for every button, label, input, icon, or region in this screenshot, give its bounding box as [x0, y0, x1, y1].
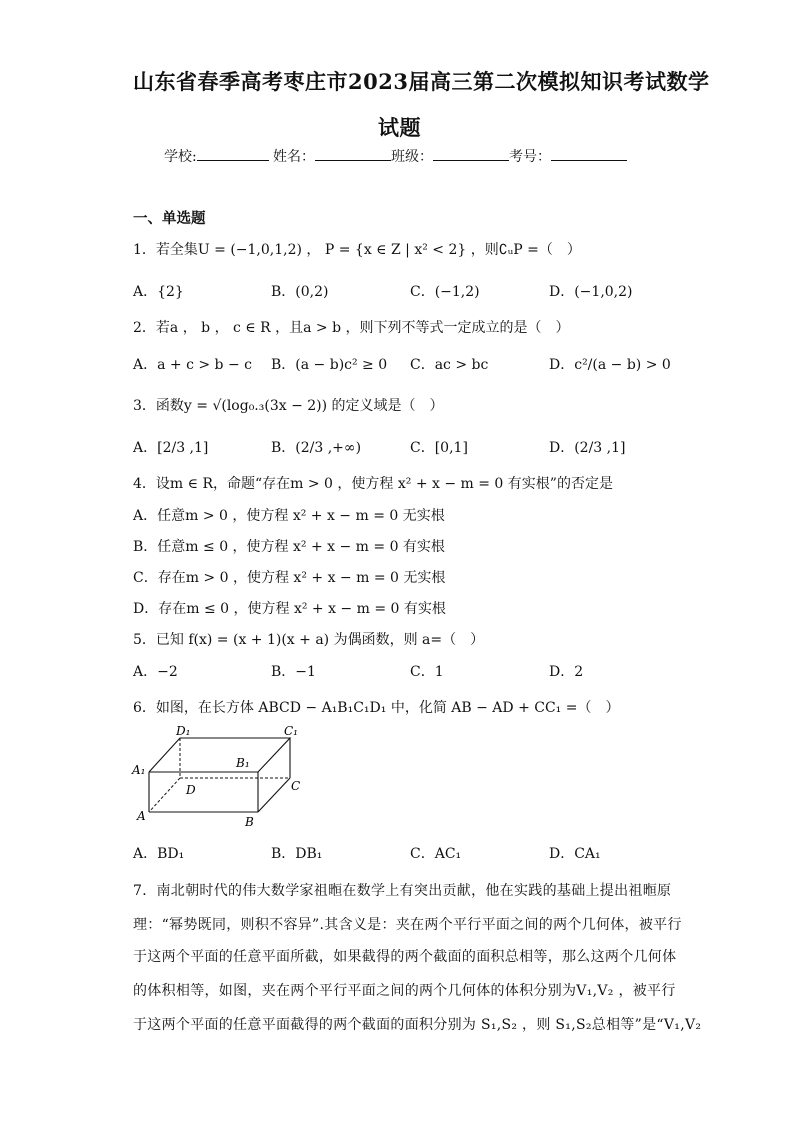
- question-6-option-b[interactable]: B．DB₁: [271, 846, 323, 862]
- label-a1: A₁: [132, 763, 146, 777]
- class-label: 班级：: [391, 149, 433, 165]
- exam-number-field[interactable]: [509, 146, 627, 166]
- question-6-option-c[interactable]: C．AC₁: [410, 846, 462, 862]
- label-c1: C₁: [284, 724, 298, 738]
- label-c: C: [291, 779, 301, 793]
- question-6-stem: 6．如图，在长方体 ABCD − A₁B₁C₁D₁ 中，化简 AB − AD + CC₁ =（ ）: [133, 700, 620, 716]
- question-2-option-c[interactable]: C．ac > bc: [410, 357, 489, 373]
- page-title: 山东省春季高考枣庄市2023届高三第二次模拟知识考试数学: [133, 69, 710, 94]
- question-4-option-b[interactable]: B．任意m ≤ 0 ，使方程 x² + x − m = 0 有实根: [133, 539, 445, 555]
- edge-d-a: [149, 778, 180, 812]
- question-1-option-a[interactable]: A．{2}: [133, 284, 184, 300]
- question-1-stem: 1．若全集U = (−1,0,1,2) ， P = {x ∈ Z | x² < 2} ，则∁ᵤP =（ ）: [133, 242, 581, 258]
- question-4-stem: 4．设m ∈ R，命题“存在m > 0 ，使方程 x² + x − m = 0 有实根”的否定是: [133, 476, 613, 492]
- page-title-cont: 试题: [378, 115, 421, 140]
- question-5-option-b[interactable]: B．−1: [271, 664, 316, 680]
- cuboid-figure: [130, 722, 310, 834]
- top-face: [149, 738, 290, 772]
- question-2-option-a[interactable]: A．a + c > b − c: [133, 357, 252, 373]
- question-4-option-a[interactable]: A．任意m > 0 ，使方程 x² + x − m = 0 无实根: [133, 508, 445, 524]
- label-b1: B₁: [236, 756, 250, 770]
- name-label: 姓名：: [273, 149, 315, 165]
- class-field[interactable]: [391, 146, 509, 166]
- edge-b-c: [258, 778, 290, 812]
- label-d1: D₁: [176, 724, 191, 738]
- question-2-option-b[interactable]: B．(a − b)c² ≥ 0: [271, 357, 388, 373]
- question-7-line-2: 理：“幂势既同，则积不容异”.其含义是：夹在两个平行平面之间的两个几何体，被平行: [133, 917, 682, 933]
- question-2-option-d[interactable]: D．c²/(a − b) > 0: [549, 357, 671, 373]
- question-3-stem: 3．函数y = √(log₀.₃(3x − 2)) 的定义域是（ ）: [133, 398, 444, 414]
- question-3-option-c[interactable]: C．[0,1]: [410, 440, 468, 456]
- question-1-option-d[interactable]: D．(−1,0,2): [549, 284, 633, 300]
- question-1-option-b[interactable]: B．(0,2): [271, 284, 329, 300]
- question-7-line-1: 7．南北朝时代的伟大数学家祖暅在数学上有突出贡献，他在实践的基础上提出祖暅原: [133, 883, 672, 899]
- question-6-option-d[interactable]: D．CA₁: [549, 846, 601, 862]
- school-label: 学校:: [164, 149, 197, 165]
- question-5-option-a[interactable]: A．−2: [133, 664, 178, 680]
- question-5-option-c[interactable]: C．1: [410, 664, 444, 680]
- exam-number-label: 考号：: [509, 149, 551, 165]
- class-blank[interactable]: [433, 146, 509, 161]
- question-6-option-a[interactable]: A．BD₁: [133, 846, 185, 862]
- question-1-option-c[interactable]: C．(−1,2): [410, 284, 480, 300]
- exam-number-blank[interactable]: [551, 146, 627, 161]
- question-4-option-d[interactable]: D．存在m ≤ 0 ，使方程 x² + x − m = 0 有实根: [133, 601, 446, 617]
- question-3-option-a[interactable]: A．[2/3 ,1]: [133, 440, 209, 456]
- question-4-option-c[interactable]: C．存在m > 0 ，使方程 x² + x − m = 0 无实根: [133, 570, 446, 586]
- question-3-option-b[interactable]: B．(2/3 ,+∞): [271, 440, 362, 456]
- school-field[interactable]: [164, 146, 269, 166]
- section-title: 一、单选题: [133, 210, 206, 227]
- name-blank[interactable]: [315, 146, 391, 161]
- label-a: A: [137, 809, 146, 823]
- school-blank[interactable]: [197, 146, 269, 161]
- label-b: B: [245, 815, 254, 829]
- label-d: D: [186, 783, 196, 797]
- question-2-stem: 2．若a ， b ， c ∈ R ，且a > b ，则下列不等式一定成立的是（ ）: [133, 320, 570, 336]
- question-7-line-3: 于这两个平面的任意平面所截，如果截得的两个截面的面积总相等，那么这两个几何体: [133, 949, 677, 965]
- question-7-line-5: 于这两个平面的任意平面截得的两个截面的面积分别为 S₁,S₂ ，则 S₁,S₂总相等”是“V₁,V₂: [133, 1017, 702, 1033]
- question-5-stem: 5．已知 f(x) = (x + 1)(x + a) 为偶函数，则 a=（ ）: [133, 632, 485, 648]
- question-5-option-d[interactable]: D．2: [549, 664, 584, 680]
- name-field[interactable]: [273, 146, 391, 166]
- question-7-line-4: 的体积相等，如图，夹在两个平行平面之间的两个几何体的体积分别为V₁,V₂ ，被平行: [133, 983, 676, 999]
- question-3-option-d[interactable]: D．(2/3 ,1]: [549, 440, 626, 456]
